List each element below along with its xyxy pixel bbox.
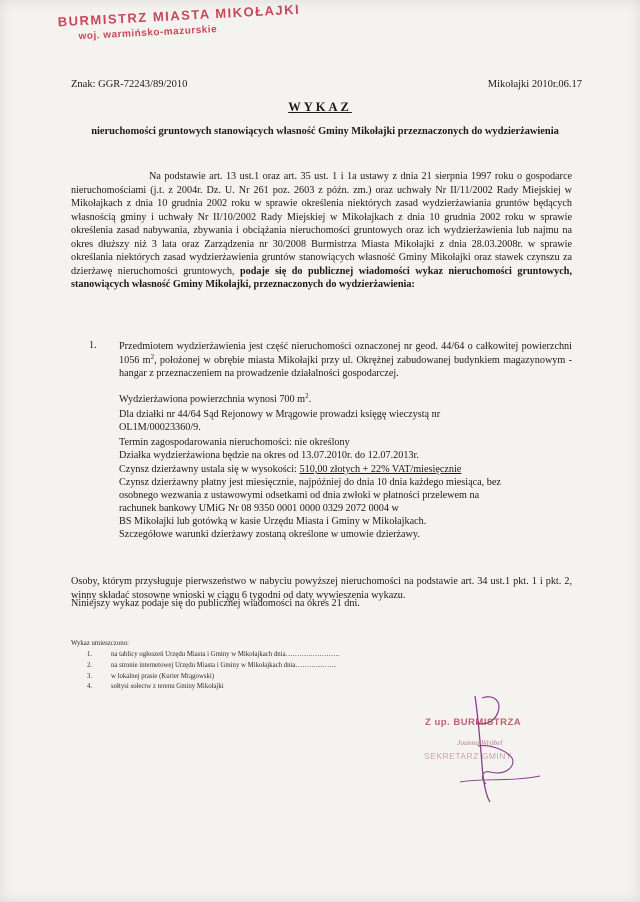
stamp-line-2: woj. warmińsko-mazurskie [78, 24, 218, 43]
lease-details: Szczegółowe warunki dzierżawy zostaną określone w umowie dzierżawy. [119, 529, 420, 540]
payment-line-3: rachunek bankowy UMiG Nr 08 9350 0001 0000 0329 2072 0004 w [119, 503, 399, 514]
area-end: . [308, 394, 312, 405]
signature-role: SEKRETARZ GMINY [424, 751, 513, 761]
payment-line-4: BS Mikołajki lub gotówką w kasie Urzędu Miasta i Gminy w Mikołajkach. [119, 516, 427, 527]
document-title [0, 100, 640, 115]
intro-bold-text: podaje się do publicznej wiadomości wykaz nieruchomości gruntowych, stanowiących własność Gminy Mikołajki, przeznaczonych do wydzierżawienia: [71, 265, 572, 290]
posted-heading: Wykaz umieszczono: [71, 640, 129, 647]
signature-name: Joanna Wróbel [457, 738, 503, 747]
posted-item-number: 2. [87, 662, 93, 669]
rent-value: 510,00 złotych + 22% VAT/miesięcznie [299, 464, 462, 475]
item-desc-b: , położonej w obrębie miasta Mikołajki przy ul. Okrężnej zabudowanej budynkiem magazynowym - hangar z przeznaczeniem na prowadzenie działalności gospodarczej. [119, 354, 572, 379]
title-text: WYKAZ [288, 100, 352, 114]
rent-label: Czynsz dzierżawny ustala się w wysokości: [119, 464, 300, 475]
area-text: Wydzierżawiona powierzchnia wynosi 700 m [119, 394, 306, 405]
signature-title: Z up. BURMISTRZA [425, 717, 522, 728]
land-register-line-1: Dla działki nr 44/64 Sąd Rejonowy w Mrągowie prowadzi księgę wieczystą nr [119, 409, 441, 420]
leased-area [119, 393, 579, 407]
reference-number: Znak: GGR-72243/89/2010 [71, 79, 188, 90]
posted-item-number: 3. [87, 673, 93, 680]
payment-line-1: Czynsz dzierżawny płatny jest miesięcznie, najpóźniej do dnia 10 dnia każdego miesiąca, bez [119, 477, 501, 488]
rent-amount [119, 463, 579, 477]
posted-item: na tablicy ogłoszeń Urzędu Miasta i Gminy w Mikołajkach dnia…………………… [111, 651, 340, 658]
posted-item-number: 4. [87, 683, 93, 690]
development-term: Termin zagospodarowania nieruchomości: nie określony [119, 437, 350, 448]
item-desc-sup: 2 [150, 352, 155, 361]
document-subtitle: nieruchomości gruntowych stanowiących własność Gminy Mikołajki przeznaczonych do wydzierżawienia [91, 126, 559, 137]
posted-item: sołtysi sołectw z terenu Gminy Mikołajki [111, 683, 224, 690]
notice-paragraph: Niniejszy wykaz podaje się do publicznej wiadomości na okres 21 dni. [71, 598, 360, 609]
posted-item: w lokalnej prasie (Kurier Mrągowski) [111, 673, 215, 680]
place-date: Mikołajki 2010r.06.17 [487, 79, 582, 90]
area-sup: 2 [305, 392, 309, 400]
intro-paragraph [71, 170, 572, 292]
priority-paragraph: Osoby, którym przysługuje pierwszeństwo w nabyciu powyższej nieruchomości na podstawie art. 34 ust.1 pkt. 1 i pkt. 2, winny składać stosowne wnioski w ciągu 6 tygodni od daty wywieszenia wykazu. [71, 576, 572, 601]
posted-item: na stronie internetowej Urzędu Miasta i Gminy w Mikołajkach dnia……………… [111, 662, 337, 669]
item-description [119, 340, 572, 381]
item-number: 1. [89, 340, 97, 351]
land-register-line-2: OL1M/00023360/9. [119, 422, 201, 433]
stamp-line-1: BURMISTRZ MIASTA MIKOŁAJKI [57, 1, 301, 30]
item-desc-a: Przedmiotem wydzierżawienia jest część nieruchomości oznaczonej nr geod. 44/64 o całkowitej powierzchni 1056 m [119, 341, 572, 366]
office-stamp [57, 2, 301, 44]
intro-text: Na podstawie art. 13 ust.1 oraz art. 35 ust. 1 i 1a ustawy z dnia 21 sierpnia 1997 roku o gospodarce nieruchomościami (j.t. z 2004r. Dz. U. Nr 261 poz. 2603 z późn. zm.) oraz uchwały Nr II/11/2002 Rady Miejskiej w Mikołajkach z dnia 10 grudnia 2002 roku w sprawie określenia niektórych zasad wydzierżawiania gruntów będących własnością gminy i uchwały Nr II/10/2002 Rady Miejskiej w Mikołajkach z dnia 10 grudnia 2002 roku w sprawie określenia zasad nabywania, zbywania i obciążania nieruchomości gruntowych oraz ich wydzierżawienia lub najmu na okres dłuższy niż 3 lata oraz Zarządzenia nr 30/2008 Burmistrza Miasta Mikołajki z dnia 28.03.2008r. w sprawie określania niektórych zasad wydzierżawienia gruntów stanowiących własność Gminy Mikołajki oraz stawek czynszu za dzierżawę nieruchomości gruntowych, [71, 171, 572, 277]
payment-line-2: osobnego wezwania z ustawowymi odsetkami od dnia zwłoki w płatności przelewem na [119, 490, 480, 501]
posted-item-number: 1. [87, 651, 93, 658]
lease-period: Działka wydzierżawiona będzie na okres od 13.07.2010r. do 12.07.2013r. [119, 450, 419, 461]
